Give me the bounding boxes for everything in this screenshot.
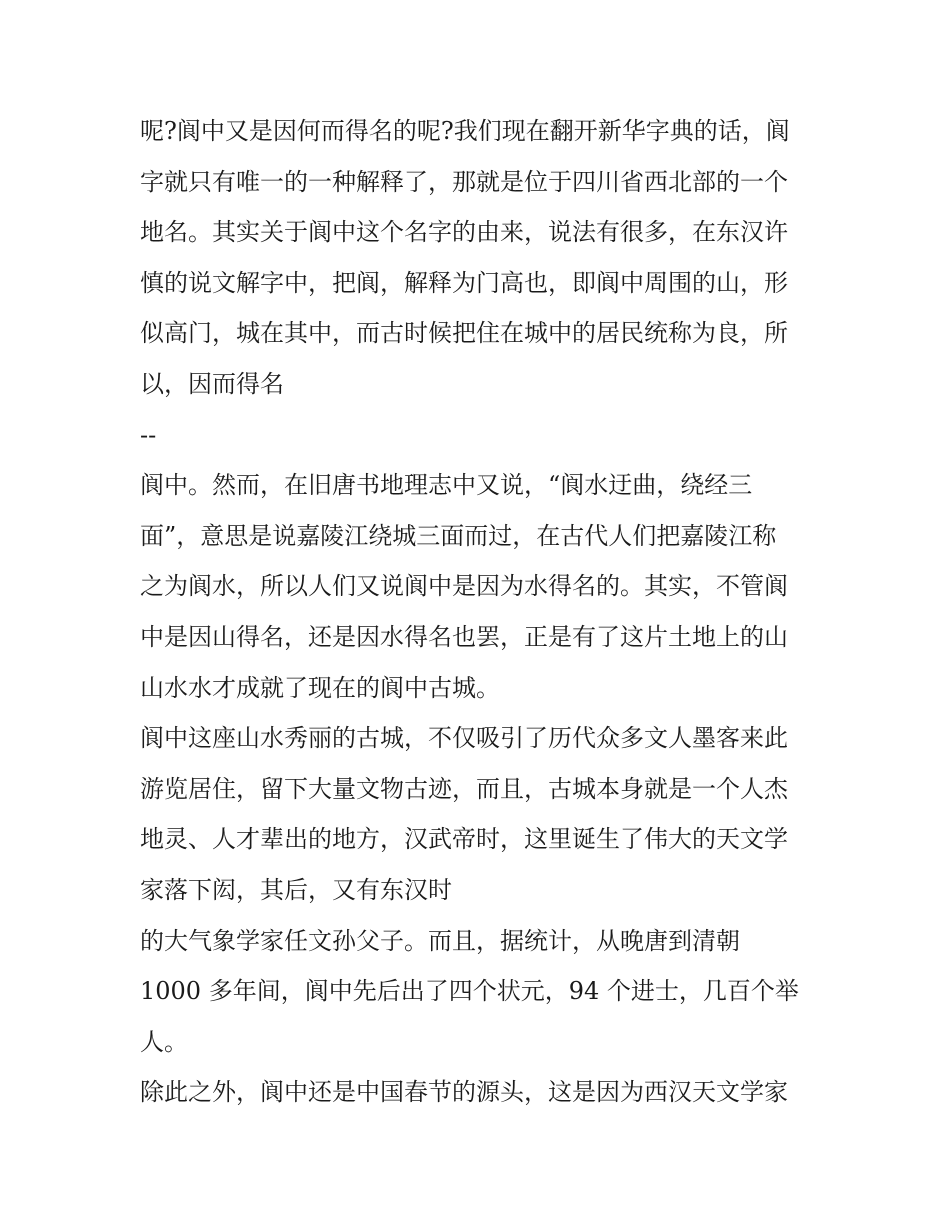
text-line: 家落下闳，其后，又有东汉时 (140, 875, 452, 904)
text-line: 地灵、人才辈出的地方，汉武帝时，这里诞生了伟大的天文学 (140, 825, 788, 854)
text-line: 慎的说文解字中，把阆，解释为门高也，即阆中周围的山，形 (140, 268, 788, 297)
text-line: 阆中。然而，在旧唐书地理志中又说，“阆水迂曲，绕经三 (140, 471, 753, 500)
text-line: 的大气象学家任文孙父子。而且，据统计，从晚唐到清朝 (140, 926, 740, 955)
text-line: 中是因山得名，还是因水得名也罢，正是有了这片土地上的山 (140, 622, 788, 651)
text-line: 人。 (140, 1027, 188, 1056)
text-line: 阆中这座山水秀丽的古城，不仅吸引了历代众多文人墨客来此 (140, 724, 788, 753)
text-line: 之为阆水，所以人们又说阆中是因为水得名的。其实，不管阆 (140, 572, 788, 601)
text-line: 1000 多年间，阆中先后出了四个状元，94 个进士，几百个举 (140, 977, 799, 1006)
text-line: 以，因而得名 (140, 369, 284, 398)
text-line: 地名。其实关于阆中这个名字的由来，说法有很多，在东汉许 (140, 218, 788, 247)
text-line: 似高门，城在其中，而古时候把住在城中的居民统称为良，所 (140, 319, 788, 348)
text-line: 游览居住，留下大量文物古迹，而且，古城本身就是一个人杰 (140, 774, 788, 803)
separator-line: -- (140, 420, 157, 449)
text-line: 面”，意思是说嘉陵江绕城三面而过，在古代人们把嘉陵江称 (140, 521, 777, 550)
text-line: 字就只有唯一的一种解释了，那就是位于四川省西北部的一个 (140, 167, 788, 196)
body-text (140, 106, 830, 1118)
text-line: 呢?阆中又是因何而得名的呢?我们现在翻开新华字典的话，阆 (140, 117, 790, 145)
text-line: 除此之外，阆中还是中国春节的源头，这是因为西汉天文学家 (140, 1078, 788, 1107)
text-line: 山水水才成就了现在的阆中古城。 (140, 673, 500, 702)
